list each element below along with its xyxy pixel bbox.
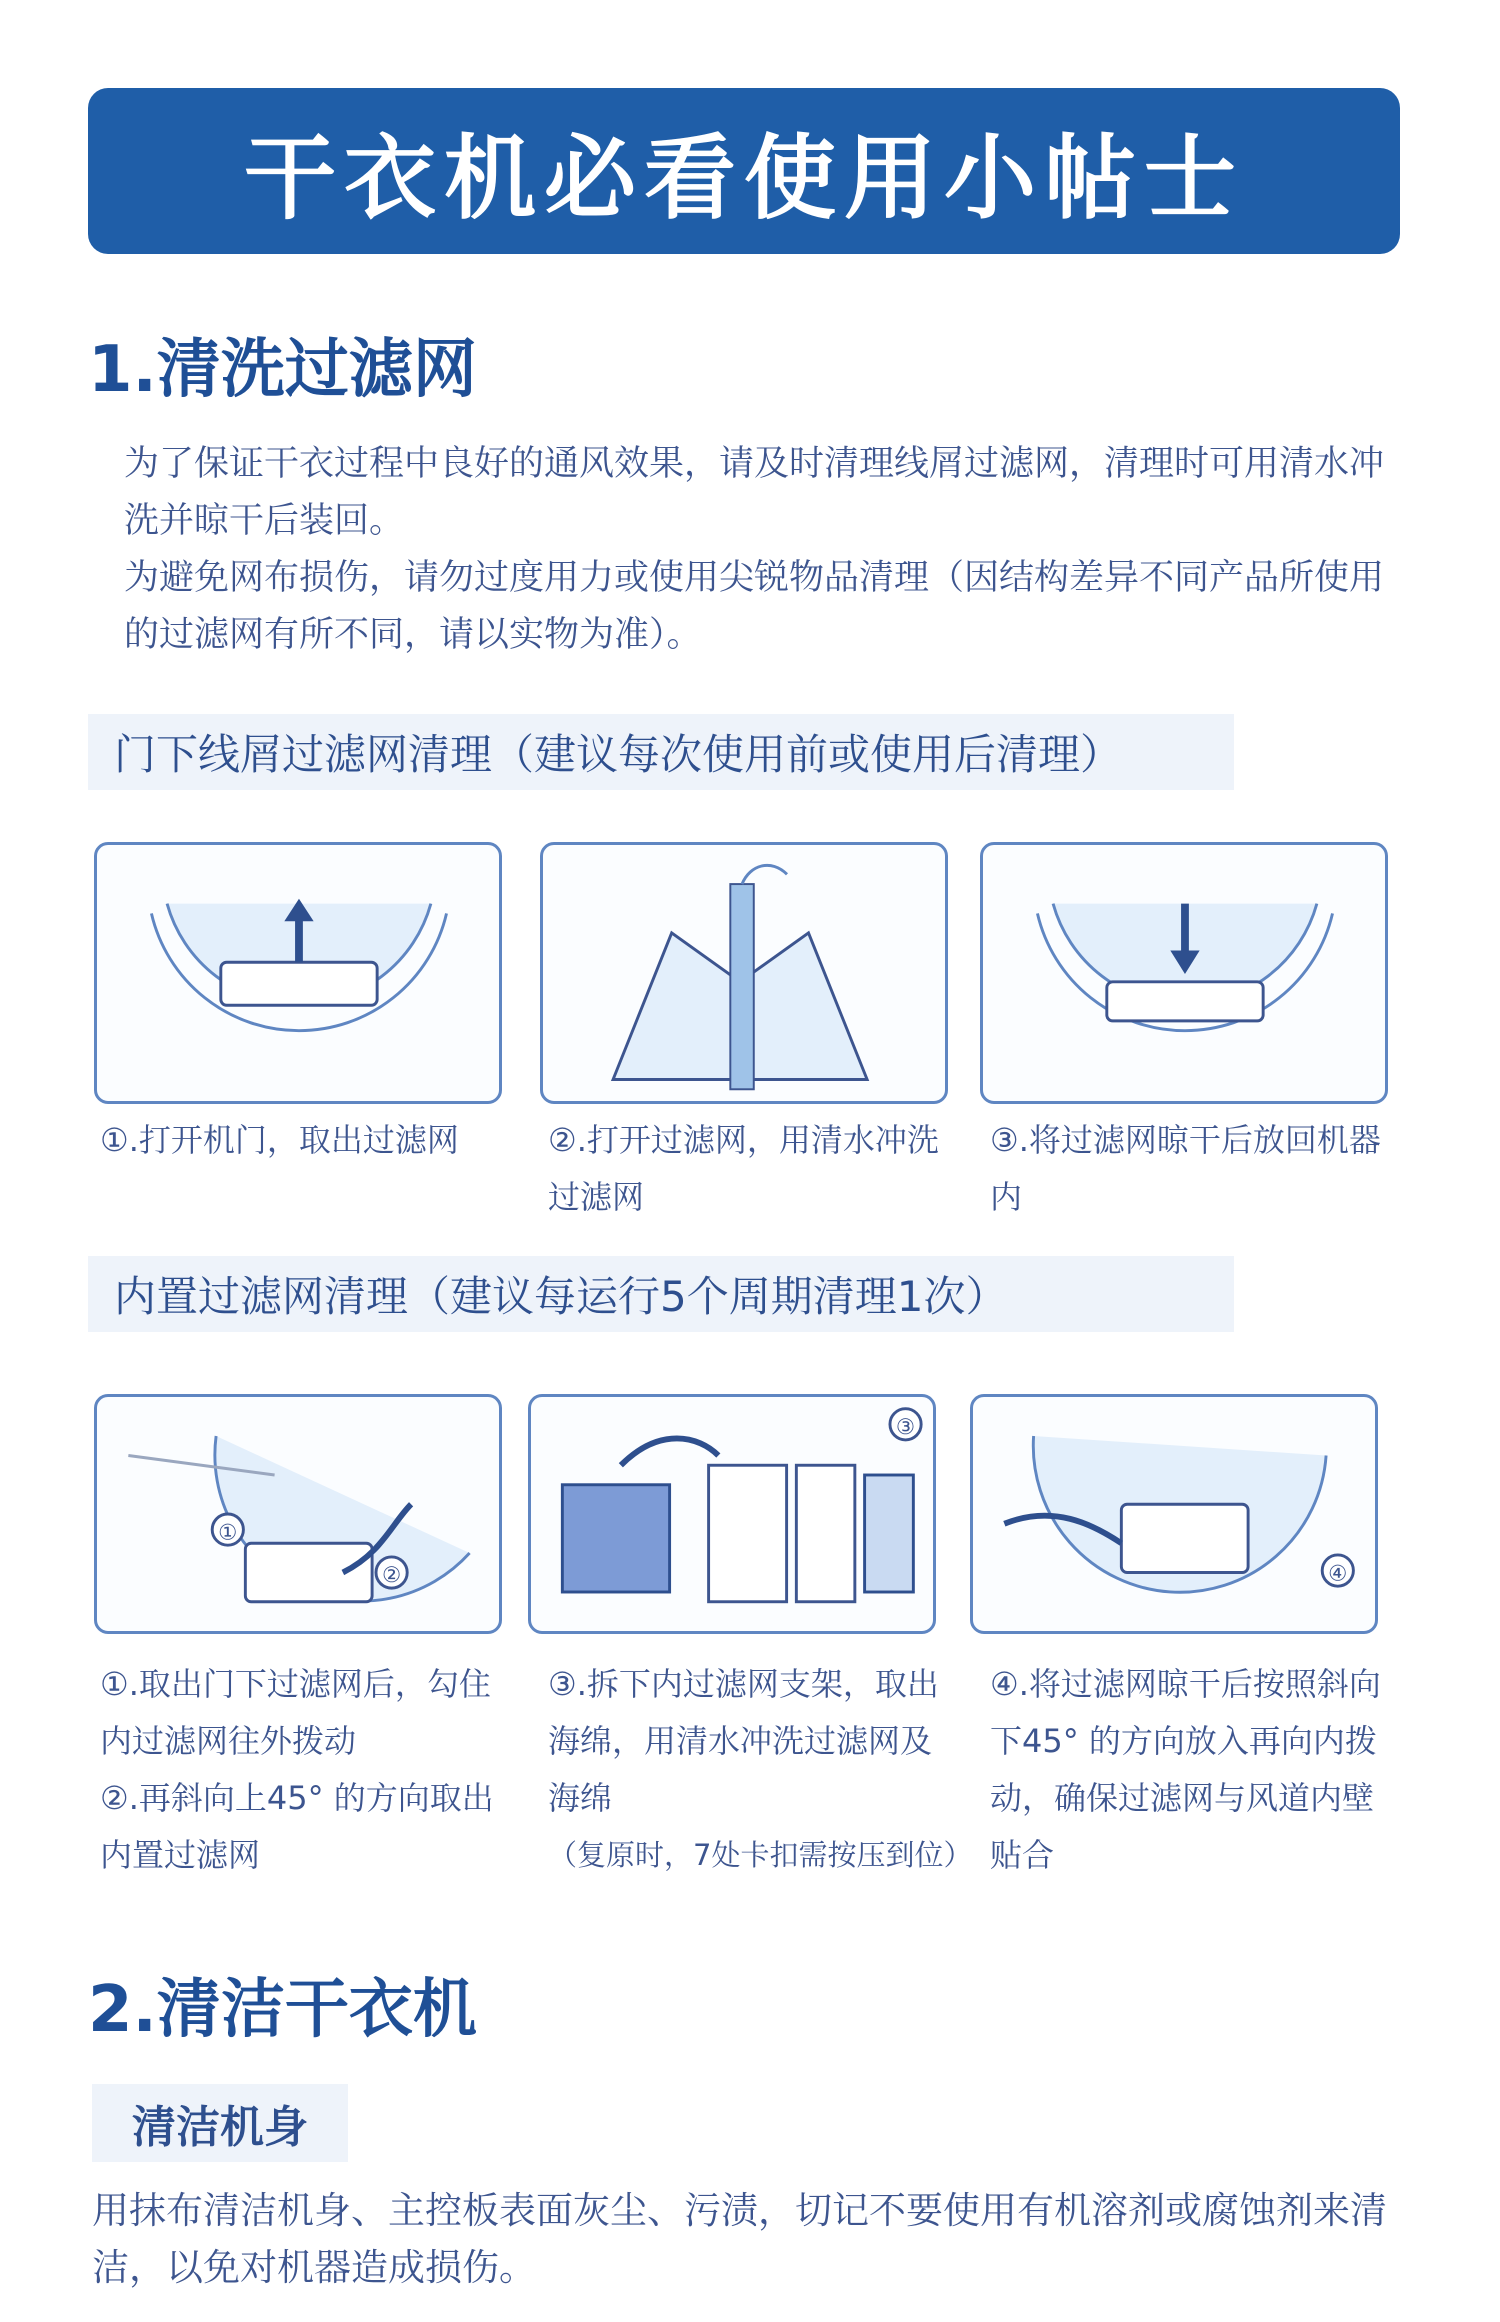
inner-step1b-text: ②.再斜向上45° 的方向取出内置过滤网 (100, 1779, 494, 1874)
inner-step4-text: ④.将过滤网晾干后按照斜向下45° 的方向放入再向内拨动，确保过滤网与风道内壁贴合 (990, 1665, 1381, 1874)
title-banner (88, 88, 1400, 254)
inner-step3-text: ③.拆下内过滤网支架，取出海绵，用清水冲洗过滤网及海绵 (548, 1665, 939, 1817)
inner-step1-caption (100, 1656, 510, 1884)
inner-step1a-text: ①.取出门下过滤网后，勾住内过滤网往外拨动 (100, 1665, 491, 1760)
badge-4: ④ (1328, 1561, 1348, 1587)
intro-paragraph-2: 为避免网布损伤，请勿过度用力或使用尖锐物品清理（因结构差异不同产品所使用的过滤网有所不同，请以实物为准）。 (124, 558, 1385, 655)
door-step1-caption (100, 1112, 520, 1169)
section2-heading: 2.清洁干衣机 (88, 1973, 477, 2047)
badge-3: ③ (895, 1415, 916, 1441)
inner-step3-illustration (528, 1394, 936, 1634)
door-step2-caption (548, 1112, 948, 1226)
section1-heading: 1.清洗过滤网 (88, 333, 477, 407)
door-step3-illustration (980, 842, 1388, 1104)
section2-subtitle: 清洁机身 (92, 2084, 348, 2162)
inner-step1-illustration (94, 1394, 502, 1634)
door-step2-illustration (540, 842, 948, 1104)
page-title: 干衣机必看使用小帖士 (243, 125, 1244, 232)
door-step3-text: ③.将过滤网晾干后放回机器内 (990, 1121, 1381, 1216)
door-step3-caption (990, 1112, 1390, 1226)
door-step2-text: ②.打开过滤网，用清水冲洗过滤网 (548, 1121, 939, 1216)
section1-intro (124, 436, 1414, 664)
door-step1-text: ①.打开机门，取出过滤网 (100, 1121, 459, 1159)
badge-1: ① (218, 1520, 238, 1546)
inner-step4-illustration (970, 1394, 1378, 1634)
inner-step4-caption (990, 1656, 1400, 1884)
door-step1-illustration (94, 842, 502, 1104)
inner-step3-caption (548, 1656, 973, 1884)
badge-2: ② (381, 1563, 402, 1589)
intro-paragraph-1: 为了保证干衣过程中良好的通风效果，请及时清理线屑过滤网，清理时可用清水冲洗并晾干后装回。 (124, 444, 1385, 541)
door-filter-subtitle: 门下线屑过滤网清理（建议每次使用前或使用后清理） (88, 714, 1234, 790)
section2-body: 用抹布清洁机身、主控板表面灰尘、污渍，切记不要使用有机溶剂或腐蚀剂来清洁，以免对机器造成损伤。 (92, 2189, 1387, 2289)
inner-filter-subtitle: 内置过滤网清理（建议每运行5个周期清理1次） (88, 1256, 1234, 1332)
inner-step3-note: （复原时，7处卡扣需按压到位） (548, 1838, 973, 1872)
